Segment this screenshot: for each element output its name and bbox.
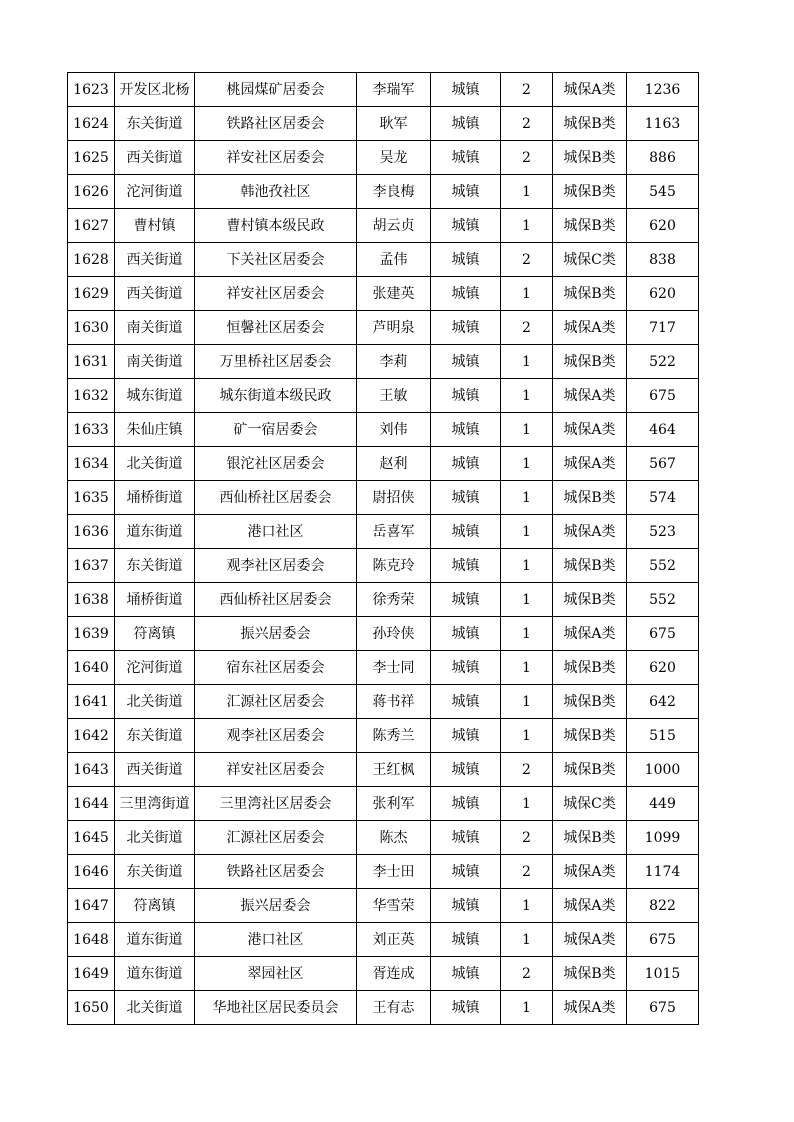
household-size-cell: 2: [501, 753, 553, 787]
name-cell: 王红枫: [357, 753, 431, 787]
record-id-cell: 1636: [68, 515, 115, 549]
street-cell: 北关街道: [115, 685, 195, 719]
street-cell: 北关街道: [115, 821, 195, 855]
name-cell: 王有志: [357, 991, 431, 1025]
name-cell: 李瑞军: [357, 73, 431, 107]
table-row: [68, 141, 699, 175]
community-cell: 振兴居委会: [195, 889, 357, 923]
community-cell: 西仙桥社区居委会: [195, 583, 357, 617]
street-cell: 北关街道: [115, 447, 195, 481]
amount-cell: 567: [627, 447, 699, 481]
area-type-cell: 城镇: [431, 549, 501, 583]
amount-cell: 838: [627, 243, 699, 277]
area-type-cell: 城镇: [431, 379, 501, 413]
record-id-cell: 1650: [68, 991, 115, 1025]
household-size-cell: 1: [501, 991, 553, 1025]
community-cell: 西仙桥社区居委会: [195, 481, 357, 515]
amount-cell: 545: [627, 175, 699, 209]
table-row: [68, 991, 699, 1025]
category-cell: 城保B类: [553, 821, 627, 855]
category-cell: 城保B类: [553, 957, 627, 991]
table-row: [68, 889, 699, 923]
category-cell: 城保B类: [553, 685, 627, 719]
name-cell: 吴龙: [357, 141, 431, 175]
household-size-cell: 1: [501, 651, 553, 685]
amount-cell: 675: [627, 379, 699, 413]
household-size-cell: 1: [501, 685, 553, 719]
table-row: [68, 73, 699, 107]
area-type-cell: 城镇: [431, 243, 501, 277]
amount-cell: 620: [627, 651, 699, 685]
household-size-cell: 1: [501, 515, 553, 549]
record-id-cell: 1647: [68, 889, 115, 923]
street-cell: 道东街道: [115, 515, 195, 549]
street-cell: 东关街道: [115, 719, 195, 753]
area-type-cell: 城镇: [431, 923, 501, 957]
name-cell: 刘正英: [357, 923, 431, 957]
name-cell: 徐秀荣: [357, 583, 431, 617]
record-id-cell: 1631: [68, 345, 115, 379]
record-id-cell: 1648: [68, 923, 115, 957]
name-cell: 陈秀兰: [357, 719, 431, 753]
area-type-cell: 城镇: [431, 345, 501, 379]
community-cell: 祥安社区居委会: [195, 277, 357, 311]
community-cell: 铁路社区居委会: [195, 107, 357, 141]
category-cell: 城保A类: [553, 73, 627, 107]
record-id-cell: 1640: [68, 651, 115, 685]
table-row: [68, 209, 699, 243]
amount-cell: 522: [627, 345, 699, 379]
household-size-cell: 2: [501, 141, 553, 175]
area-type-cell: 城镇: [431, 447, 501, 481]
community-cell: 铁路社区居委会: [195, 855, 357, 889]
name-cell: 张建英: [357, 277, 431, 311]
street-cell: 西关街道: [115, 243, 195, 277]
record-id-cell: 1642: [68, 719, 115, 753]
record-id-cell: 1637: [68, 549, 115, 583]
table-row: [68, 277, 699, 311]
area-type-cell: 城镇: [431, 175, 501, 209]
record-id-cell: 1634: [68, 447, 115, 481]
amount-cell: 620: [627, 277, 699, 311]
table-row: [68, 719, 699, 753]
name-cell: 胥连成: [357, 957, 431, 991]
category-cell: 城保A类: [553, 413, 627, 447]
category-cell: 城保A类: [553, 889, 627, 923]
category-cell: 城保C类: [553, 243, 627, 277]
street-cell: 符离镇: [115, 889, 195, 923]
household-size-cell: 2: [501, 73, 553, 107]
household-size-cell: 1: [501, 549, 553, 583]
category-cell: 城保A类: [553, 447, 627, 481]
street-cell: 沱河街道: [115, 651, 195, 685]
table-row: [68, 583, 699, 617]
amount-cell: 1000: [627, 753, 699, 787]
area-type-cell: 城镇: [431, 107, 501, 141]
name-cell: 李莉: [357, 345, 431, 379]
area-type-cell: 城镇: [431, 141, 501, 175]
record-id-cell: 1630: [68, 311, 115, 345]
community-cell: 观李社区居委会: [195, 719, 357, 753]
community-cell: 矿一宿居委会: [195, 413, 357, 447]
household-size-cell: 2: [501, 107, 553, 141]
street-cell: 东关街道: [115, 855, 195, 889]
community-cell: 港口社区: [195, 923, 357, 957]
household-size-cell: 1: [501, 209, 553, 243]
record-id-cell: 1646: [68, 855, 115, 889]
street-cell: 东关街道: [115, 549, 195, 583]
area-type-cell: 城镇: [431, 991, 501, 1025]
household-size-cell: 2: [501, 311, 553, 345]
community-cell: 港口社区: [195, 515, 357, 549]
record-id-cell: 1649: [68, 957, 115, 991]
amount-cell: 642: [627, 685, 699, 719]
category-cell: 城保A类: [553, 379, 627, 413]
community-cell: 万里桥社区居委会: [195, 345, 357, 379]
community-cell: 祥安社区居委会: [195, 753, 357, 787]
area-type-cell: 城镇: [431, 685, 501, 719]
table-row: [68, 345, 699, 379]
household-size-cell: 2: [501, 855, 553, 889]
street-cell: 道东街道: [115, 923, 195, 957]
household-size-cell: 1: [501, 345, 553, 379]
household-size-cell: 1: [501, 923, 553, 957]
community-cell: 汇源社区居委会: [195, 821, 357, 855]
street-cell: 北关街道: [115, 991, 195, 1025]
category-cell: 城保B类: [553, 753, 627, 787]
table-row: [68, 379, 699, 413]
area-type-cell: 城镇: [431, 277, 501, 311]
household-size-cell: 1: [501, 175, 553, 209]
amount-cell: 886: [627, 141, 699, 175]
household-size-cell: 1: [501, 719, 553, 753]
category-cell: 城保A类: [553, 617, 627, 651]
category-cell: 城保B类: [553, 175, 627, 209]
street-cell: 西关街道: [115, 753, 195, 787]
street-cell: 道东街道: [115, 957, 195, 991]
category-cell: 城保B类: [553, 549, 627, 583]
street-cell: 朱仙庄镇: [115, 413, 195, 447]
table-row: [68, 957, 699, 991]
table-row: [68, 243, 699, 277]
amount-cell: 675: [627, 617, 699, 651]
table-body: [68, 73, 699, 1025]
name-cell: 赵利: [357, 447, 431, 481]
category-cell: 城保B类: [553, 345, 627, 379]
name-cell: 王敏: [357, 379, 431, 413]
table-row: [68, 753, 699, 787]
category-cell: 城保B类: [553, 651, 627, 685]
community-cell: 曹村镇本级民政: [195, 209, 357, 243]
category-cell: 城保C类: [553, 787, 627, 821]
name-cell: 华雪荣: [357, 889, 431, 923]
street-cell: 三里湾街道: [115, 787, 195, 821]
community-cell: 银沱社区居委会: [195, 447, 357, 481]
record-id-cell: 1629: [68, 277, 115, 311]
street-cell: 南关街道: [115, 311, 195, 345]
table-row: [68, 685, 699, 719]
street-cell: 埇桥街道: [115, 583, 195, 617]
household-size-cell: 1: [501, 583, 553, 617]
area-type-cell: 城镇: [431, 311, 501, 345]
household-size-cell: 1: [501, 413, 553, 447]
name-cell: 李士田: [357, 855, 431, 889]
street-cell: 东关街道: [115, 107, 195, 141]
area-type-cell: 城镇: [431, 651, 501, 685]
category-cell: 城保A类: [553, 923, 627, 957]
name-cell: 蒋书祥: [357, 685, 431, 719]
area-type-cell: 城镇: [431, 787, 501, 821]
household-size-cell: 1: [501, 617, 553, 651]
area-type-cell: 城镇: [431, 821, 501, 855]
amount-cell: 552: [627, 549, 699, 583]
household-size-cell: 1: [501, 787, 553, 821]
household-size-cell: 1: [501, 379, 553, 413]
amount-cell: 1099: [627, 821, 699, 855]
street-cell: 西关街道: [115, 141, 195, 175]
household-size-cell: 1: [501, 481, 553, 515]
household-size-cell: 1: [501, 889, 553, 923]
category-cell: 城保B类: [553, 209, 627, 243]
amount-cell: 1015: [627, 957, 699, 991]
name-cell: 孟伟: [357, 243, 431, 277]
table-row: [68, 821, 699, 855]
table-row: [68, 855, 699, 889]
name-cell: 芦明泉: [357, 311, 431, 345]
table-row: [68, 923, 699, 957]
community-cell: 观李社区居委会: [195, 549, 357, 583]
community-cell: 宿东社区居委会: [195, 651, 357, 685]
amount-cell: 515: [627, 719, 699, 753]
record-id-cell: 1626: [68, 175, 115, 209]
table-row: [68, 549, 699, 583]
name-cell: 李士同: [357, 651, 431, 685]
community-cell: 恒馨社区居委会: [195, 311, 357, 345]
record-id-cell: 1633: [68, 413, 115, 447]
record-id-cell: 1638: [68, 583, 115, 617]
street-cell: 沱河街道: [115, 175, 195, 209]
name-cell: 尉招侠: [357, 481, 431, 515]
record-id-cell: 1632: [68, 379, 115, 413]
category-cell: 城保B类: [553, 107, 627, 141]
table-row: [68, 311, 699, 345]
household-size-cell: 1: [501, 277, 553, 311]
community-cell: 桃园煤矿居委会: [195, 73, 357, 107]
street-cell: 曹村镇: [115, 209, 195, 243]
amount-cell: 523: [627, 515, 699, 549]
name-cell: 岳喜军: [357, 515, 431, 549]
area-type-cell: 城镇: [431, 583, 501, 617]
amount-cell: 620: [627, 209, 699, 243]
category-cell: 城保B类: [553, 277, 627, 311]
name-cell: 张利军: [357, 787, 431, 821]
area-type-cell: 城镇: [431, 957, 501, 991]
community-cell: 华地社区居民委员会: [195, 991, 357, 1025]
record-id-cell: 1624: [68, 107, 115, 141]
record-id-cell: 1627: [68, 209, 115, 243]
record-id-cell: 1643: [68, 753, 115, 787]
street-cell: 埇桥街道: [115, 481, 195, 515]
record-id-cell: 1644: [68, 787, 115, 821]
amount-cell: 552: [627, 583, 699, 617]
name-cell: 陈克玲: [357, 549, 431, 583]
record-id-cell: 1645: [68, 821, 115, 855]
household-size-cell: 2: [501, 243, 553, 277]
community-cell: 三里湾社区居委会: [195, 787, 357, 821]
category-cell: 城保A类: [553, 311, 627, 345]
amount-cell: 675: [627, 923, 699, 957]
record-id-cell: 1635: [68, 481, 115, 515]
area-type-cell: 城镇: [431, 73, 501, 107]
street-cell: 开发区北杨: [115, 73, 195, 107]
household-size-cell: 1: [501, 447, 553, 481]
amount-cell: 675: [627, 991, 699, 1025]
community-cell: 韩池孜社区: [195, 175, 357, 209]
community-cell: 翠园社区: [195, 957, 357, 991]
area-type-cell: 城镇: [431, 753, 501, 787]
amount-cell: 822: [627, 889, 699, 923]
area-type-cell: 城镇: [431, 209, 501, 243]
table-row: [68, 787, 699, 821]
category-cell: 城保A类: [553, 515, 627, 549]
name-cell: 刘伟: [357, 413, 431, 447]
table-row: [68, 447, 699, 481]
community-cell: 祥安社区居委会: [195, 141, 357, 175]
area-type-cell: 城镇: [431, 617, 501, 651]
category-cell: 城保A类: [553, 991, 627, 1025]
amount-cell: 1174: [627, 855, 699, 889]
area-type-cell: 城镇: [431, 719, 501, 753]
amount-cell: 717: [627, 311, 699, 345]
community-cell: 城东街道本级民政: [195, 379, 357, 413]
amount-cell: 449: [627, 787, 699, 821]
amount-cell: 1236: [627, 73, 699, 107]
category-cell: 城保A类: [553, 855, 627, 889]
category-cell: 城保B类: [553, 481, 627, 515]
category-cell: 城保B类: [553, 583, 627, 617]
community-cell: 汇源社区居委会: [195, 685, 357, 719]
record-id-cell: 1641: [68, 685, 115, 719]
table-row: [68, 651, 699, 685]
name-cell: 陈杰: [357, 821, 431, 855]
record-id-cell: 1639: [68, 617, 115, 651]
table-row: [68, 107, 699, 141]
area-type-cell: 城镇: [431, 515, 501, 549]
table-row: [68, 413, 699, 447]
street-cell: 符离镇: [115, 617, 195, 651]
name-cell: 耿军: [357, 107, 431, 141]
street-cell: 南关街道: [115, 345, 195, 379]
street-cell: 城东街道: [115, 379, 195, 413]
name-cell: 孙玲侠: [357, 617, 431, 651]
area-type-cell: 城镇: [431, 855, 501, 889]
category-cell: 城保B类: [553, 141, 627, 175]
community-cell: 下关社区居委会: [195, 243, 357, 277]
table-row: [68, 481, 699, 515]
area-type-cell: 城镇: [431, 413, 501, 447]
record-id-cell: 1625: [68, 141, 115, 175]
category-cell: 城保B类: [553, 719, 627, 753]
record-id-cell: 1623: [68, 73, 115, 107]
area-type-cell: 城镇: [431, 481, 501, 515]
household-size-cell: 2: [501, 957, 553, 991]
name-cell: 胡云贞: [357, 209, 431, 243]
table-row: [68, 617, 699, 651]
amount-cell: 1163: [627, 107, 699, 141]
area-type-cell: 城镇: [431, 889, 501, 923]
data-table: [67, 72, 699, 1025]
table-row: [68, 515, 699, 549]
community-cell: 振兴居委会: [195, 617, 357, 651]
household-size-cell: 2: [501, 821, 553, 855]
record-id-cell: 1628: [68, 243, 115, 277]
name-cell: 李良梅: [357, 175, 431, 209]
table-row: [68, 175, 699, 209]
amount-cell: 574: [627, 481, 699, 515]
amount-cell: 464: [627, 413, 699, 447]
street-cell: 西关街道: [115, 277, 195, 311]
